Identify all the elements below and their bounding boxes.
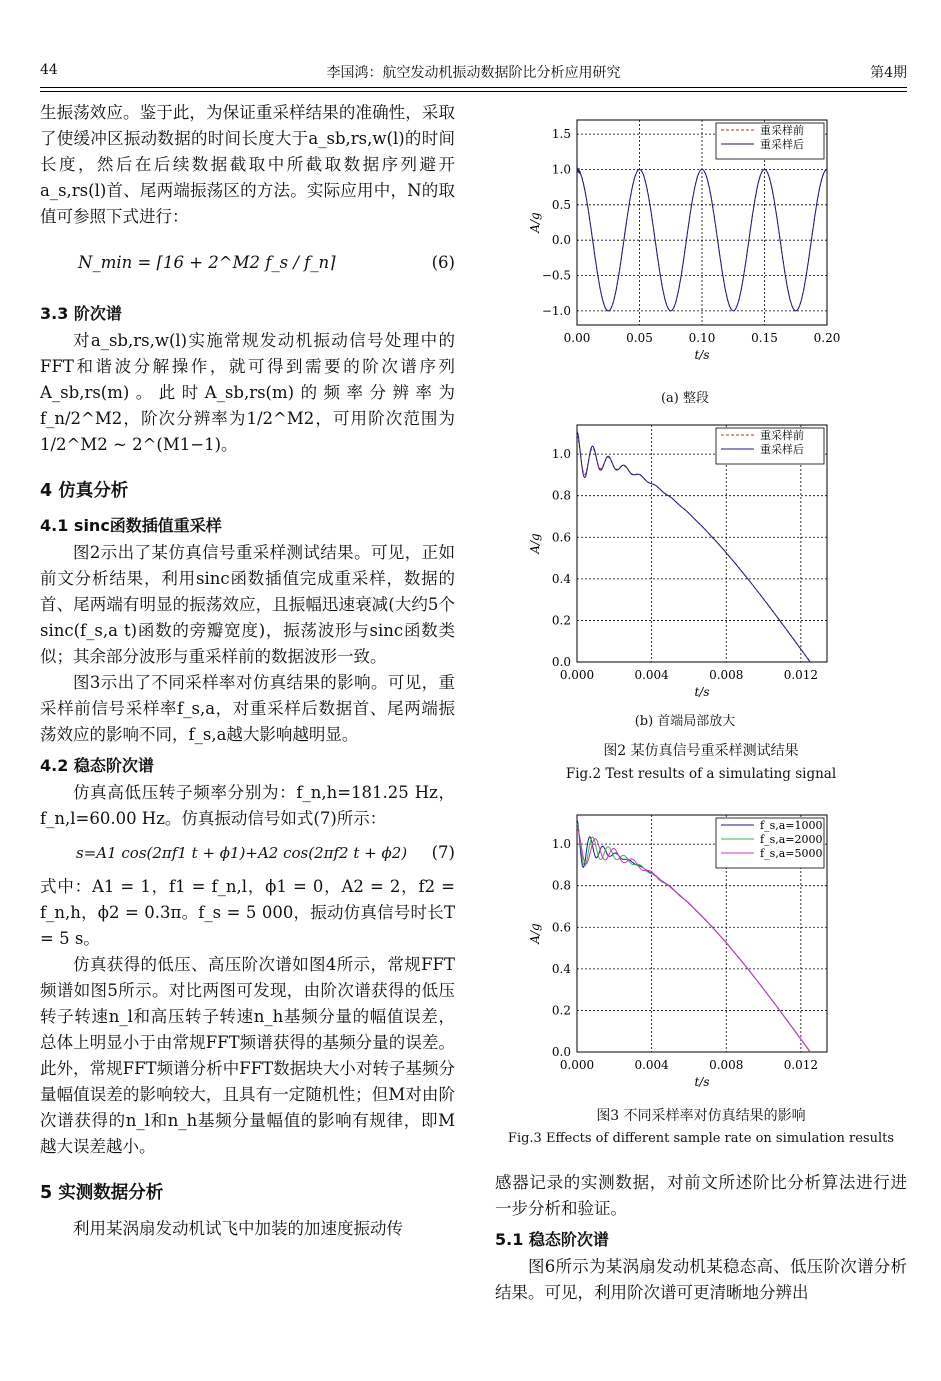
legend-label: 重采样前 (760, 429, 804, 442)
y-tick-label: 1.0 (551, 162, 571, 177)
section-heading: 4.2 稳态阶次谱 (40, 756, 154, 775)
paragraph: 图3示出了不同采样率对仿真结果的影响。可见，重采样前信号采样率f_s,a，对重采样后数据首、尾两端振荡效应的影响不同，f_s,a越大影响越明显。 (40, 673, 455, 744)
y-tick-label: 0.0 (551, 1045, 571, 1059)
x-axis-label: t/s (694, 1075, 710, 1089)
figure-3-caption-en: Fig.3 Effects of different sample rate on simulation results (507, 1131, 895, 1146)
y-tick-label: 1.0 (551, 837, 571, 852)
x-tick-label: 0.15 (751, 331, 778, 345)
y-tick-label: 0.2 (551, 613, 571, 628)
y-tick-label: 1.0 (551, 447, 571, 462)
running-title: 李国鸿：航空发动机振动数据阶比分析应用研究 (326, 65, 621, 81)
section-heading: 5 实测数据分析 (40, 1183, 164, 1203)
x-tick-label: 0.000 (559, 1058, 595, 1072)
x-tick-label: 0.008 (709, 668, 744, 682)
legend-label: f_s,a=1000 (760, 819, 823, 832)
page-number: 44 (40, 62, 58, 78)
issue-number: 第4期 (870, 65, 907, 81)
section-heading: 4 仿真分析 (40, 481, 129, 501)
x-tick-label: 0.012 (783, 668, 819, 682)
section-heading: 5.1 稳态阶次谱 (495, 1230, 609, 1249)
x-tick-label: 0.004 (634, 668, 669, 682)
header-rule-thick (40, 87, 907, 88)
header-rule-thin (40, 91, 907, 92)
x-tick-label: 0.000 (559, 668, 595, 682)
legend-label: f_s,a=5000 (760, 847, 823, 860)
equation-body: s=A1 cos(2πf1 t + ϕ1)+A2 cos(2πf2 t + ϕ2) (76, 844, 408, 862)
equation-number: (7) (431, 843, 455, 862)
paragraph: 感器记录的实测数据，对前文所述阶比分析算法进行进一步分析和验证。 (495, 1173, 907, 1218)
paragraph: 图2示出了某仿真信号重采样测试结果。可见，正如前文分析结果，利用sinc函数插值完成重采样，数据的首、尾两端有明显的振荡效应，且振幅迅速衰减(大约5个sinc(f_s,a t)函数的旁瓣宽度)，振荡波形与sinc函数类似；其余部分波形与重采样前的数据波形一致。 (40, 543, 455, 666)
legend-label: 重采样后 (760, 138, 804, 151)
equation-7 (40, 836, 455, 870)
section-heading: 3.3 阶次谱 (40, 304, 122, 323)
y-axis-label: A/g (528, 923, 542, 944)
y-tick-label: −0.5 (541, 268, 571, 283)
y-tick-label: 0.6 (551, 920, 571, 935)
y-tick-label: 0.8 (551, 488, 571, 503)
x-axis-label: t/s (694, 685, 710, 699)
y-tick-label: 1.5 (551, 127, 571, 142)
paragraph: 利用某涡扇发动机试飞中加装的加速度振动传 (73, 1219, 403, 1238)
x-tick-label: 0.008 (709, 1058, 744, 1072)
y-tick-label: 0.2 (551, 1003, 571, 1018)
y-tick-label: 0.0 (551, 655, 571, 669)
legend-label: 重采样后 (760, 443, 804, 456)
paragraph: 仿真高低压转子频率分别为：f_n,h=181.25 Hz，f_n,l=60.00 Hz。仿真振动信号如式(7)所示： (40, 783, 455, 828)
y-tick-label: −1.0 (541, 303, 571, 318)
y-tick-label: 0.6 (551, 530, 571, 545)
x-tick-label: 0.05 (626, 331, 653, 345)
y-axis-label: A/g (528, 533, 542, 554)
y-tick-label: 0.5 (551, 197, 571, 212)
figure-3-chart (520, 810, 850, 1100)
x-tick-label: 0.00 (563, 331, 591, 345)
legend-label: f_s,a=2000 (760, 833, 823, 846)
figure-2-caption-cn: 图2 某仿真信号重采样测试结果 (603, 743, 799, 759)
y-tick-label: 0.0 (551, 233, 571, 248)
equation-6 (40, 234, 455, 296)
x-tick-label: 0.004 (634, 1058, 669, 1072)
left-column (40, 100, 455, 1242)
y-tick-label: 0.4 (551, 961, 571, 976)
x-tick-label: 0.10 (688, 331, 716, 345)
section-heading: 4.1 sinc函数插值重采样 (40, 516, 222, 535)
x-tick-label: 0.20 (813, 331, 841, 345)
paragraph: 生振荡效应。鉴于此，为保证重采样结果的准确性，采取了使缓冲区振动数据的时间长度大于a_sb,rs,w(l)的时间长度，然后在后续数据截取中所截取数据序列避开a_s,rs(l)首、尾两端振荡区的方法。实际应用中，N的取值可参照下式进行： (40, 103, 455, 226)
paragraph: 图6所示为某涡扇发动机某稳态高、低压阶次谱分析结果。可见，利用阶次谱可更清晰地分辨出 (495, 1257, 907, 1302)
figure-2-caption-en: Fig.2 Test results of a simulating signal (565, 766, 837, 782)
paragraph: 式中：A1 = 1，f1 = f_n,l，ϕ1 = 0，A2 = 2，f2 = f_n,h，ϕ2 = 0.3π。f_s = 5 000，振动仿真信号时长T = 5 s。 (40, 877, 455, 948)
paragraph: 对a_sb,rs,w(l)实施常规发动机振动信号处理中的FFT和谐波分解操作，就可得到需要的阶次谱序列A_sb,rs(m)。此时A_sb,rs(m)的频率分辨率为f_n/2^M2，阶次分辨率为1/2^M2，可用阶次范围为1/2^M2 ~ 2^(M1−1)。 (40, 331, 455, 454)
equation-body: N_min = ⌈16 + 2^M2 f_s / f_n⌉ (78, 253, 336, 272)
figure-2a-chart (520, 100, 850, 375)
paragraph: 仿真获得的低压、高压阶次谱如图4所示，常规FFT频谱如图5所示。对比两图可发现，由阶次谱获得的低压转子转速n_l和高压转子转速n_h基频分量的幅值误差，总体上明显小于由常规FFT频谱获得的基频分量的误差。此外，常规FFT频谱分析中FFT数据块大小对转子基频分量幅值误差的影响较大，且具有一定随机性；但M对由阶次谱获得的n_l和n_h基频分量幅值的影响有规律，即M越大误差越小。 (40, 955, 455, 1156)
figure-2b-chart (520, 420, 850, 710)
right-column (495, 1170, 907, 1306)
x-tick-label: 0.012 (783, 1058, 819, 1072)
legend-label: 重采样前 (760, 124, 804, 137)
x-axis-label: t/s (694, 348, 710, 362)
figure-2b-subcaption: (b) 首端局部放大 (634, 714, 736, 729)
running-header (40, 62, 907, 84)
y-axis-label: A/g (528, 212, 542, 233)
y-tick-label: 0.4 (551, 571, 571, 586)
y-tick-label: 0.8 (551, 878, 571, 893)
figure-2a-subcaption: (a) 整段 (660, 391, 710, 406)
figure-3-caption-cn: 图3 不同采样率对仿真结果的影响 (596, 1108, 806, 1124)
equation-number: (6) (431, 253, 455, 272)
